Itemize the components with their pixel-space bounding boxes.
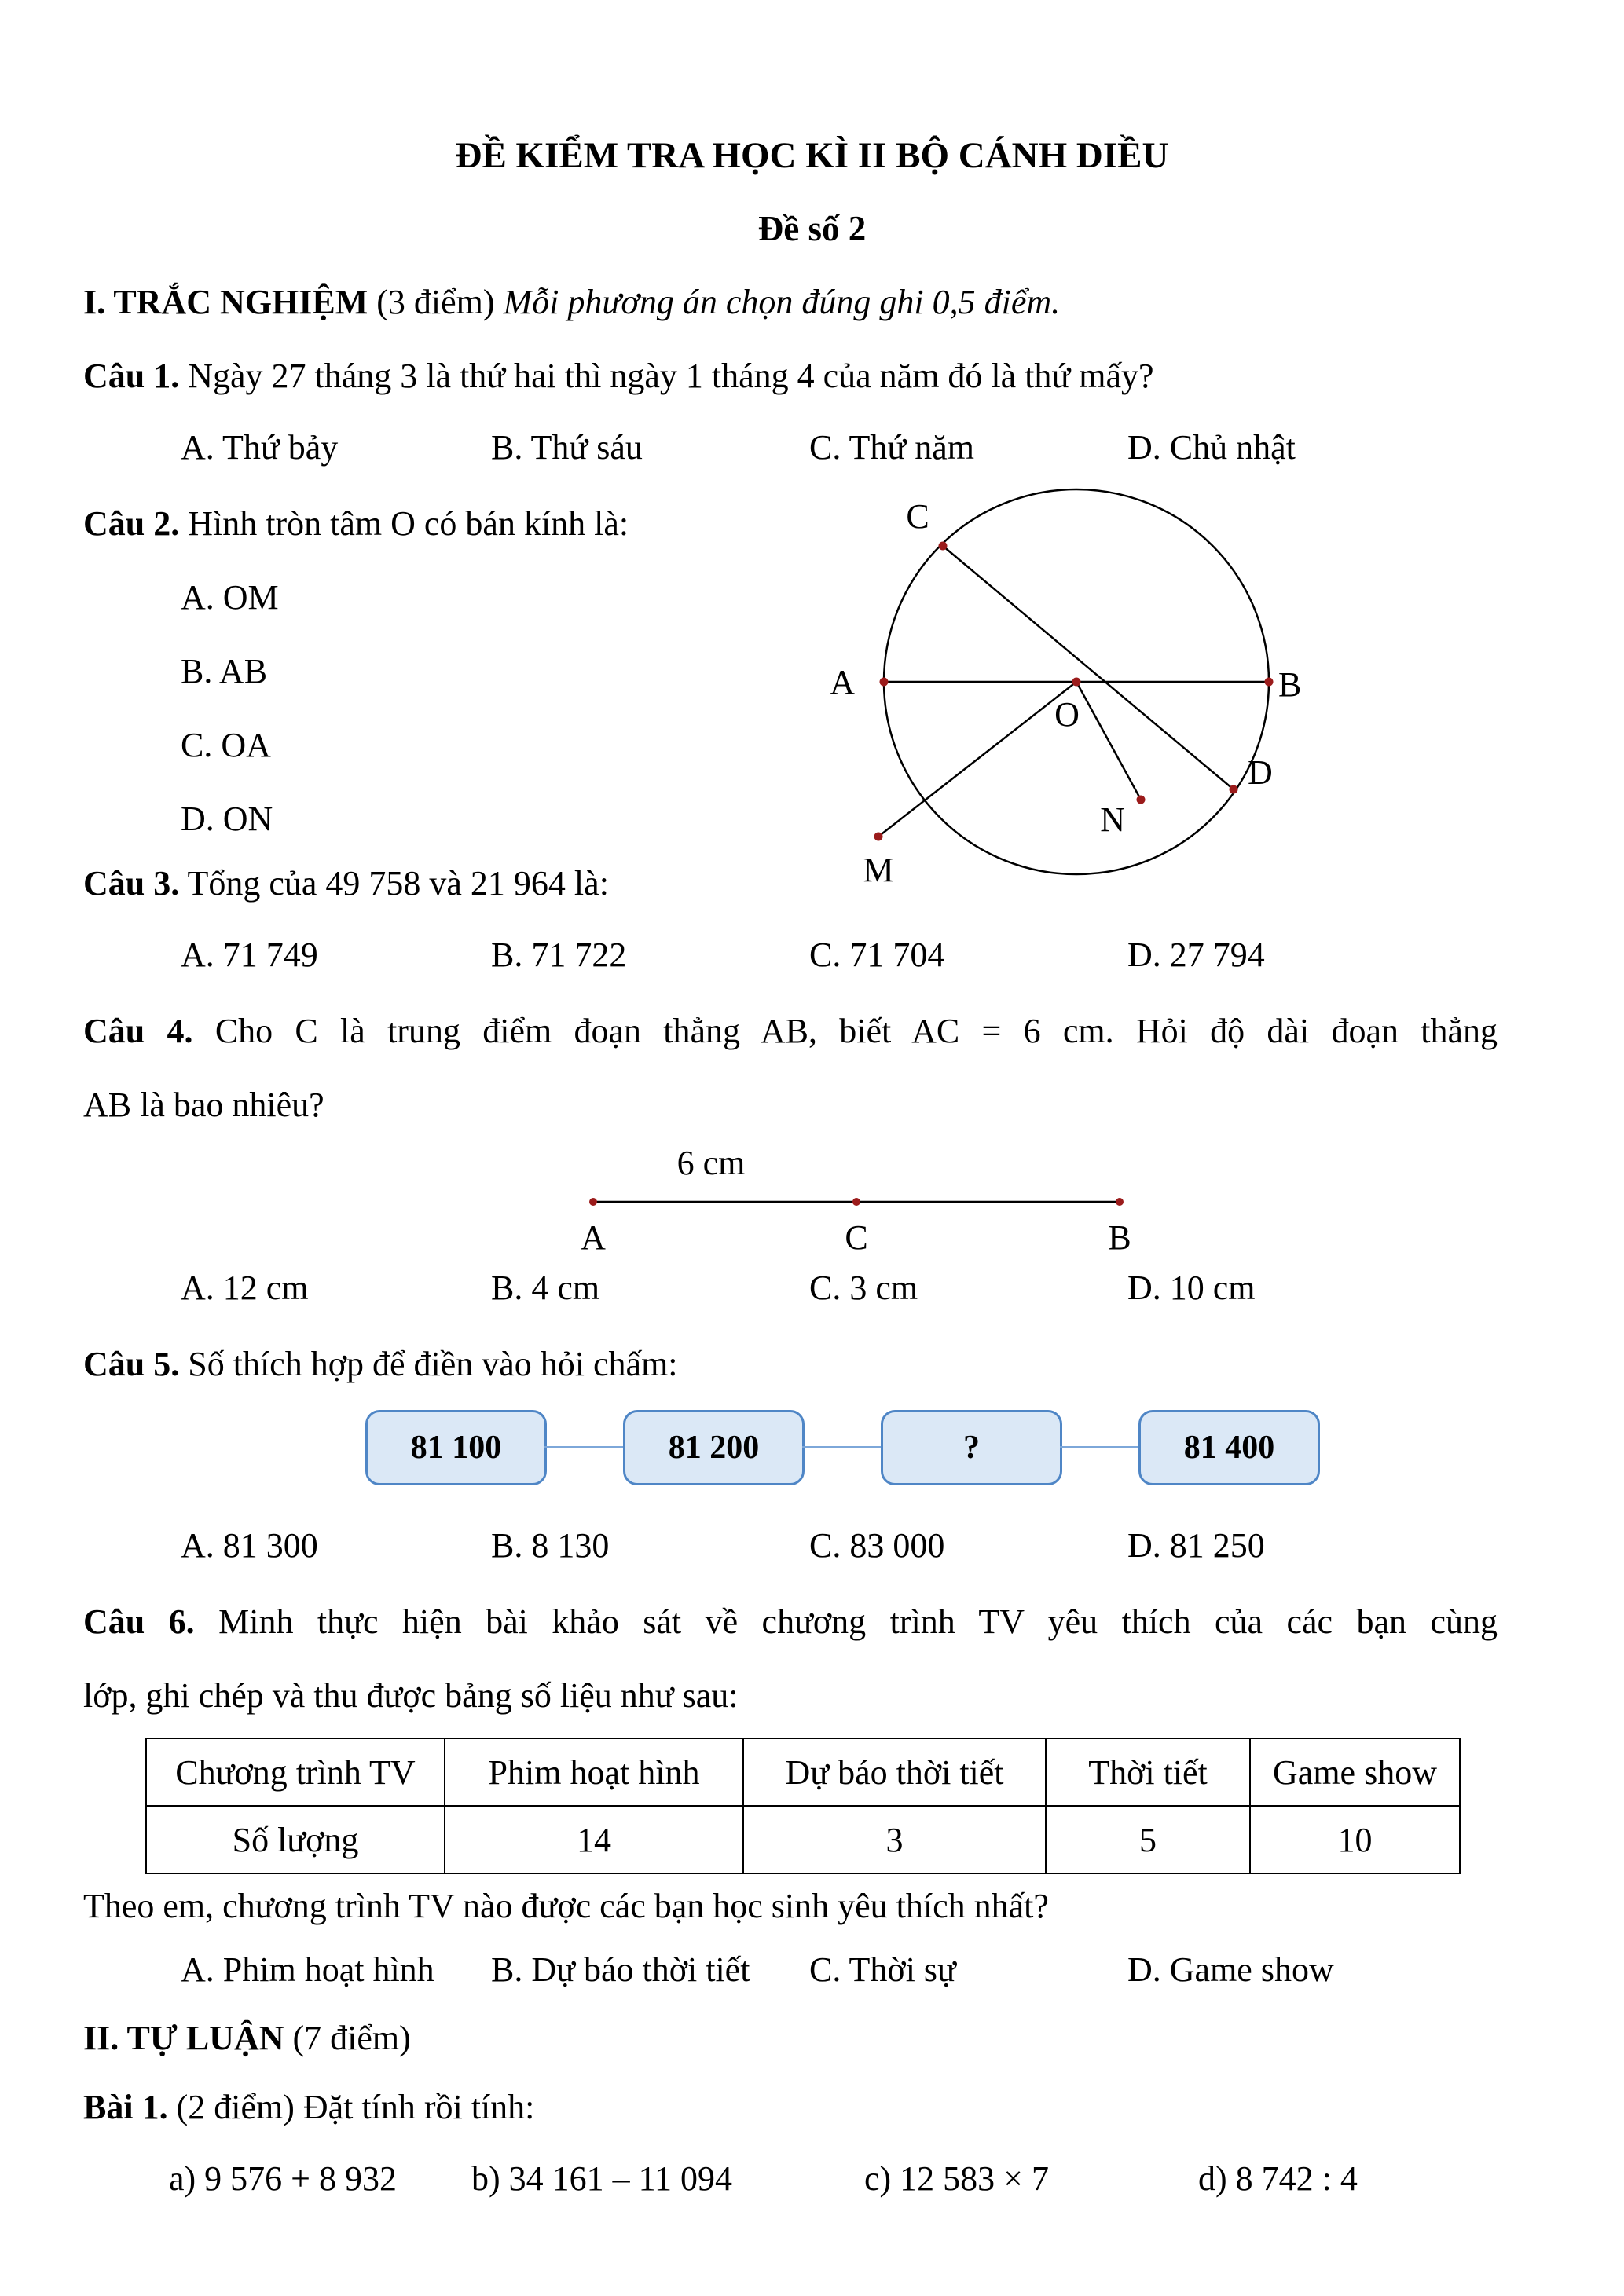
point-label-b: B bbox=[1278, 665, 1302, 704]
survey-cell-weather: 5 bbox=[1046, 1806, 1250, 1873]
q4-option-c: C. 3 cm bbox=[809, 1269, 918, 1307]
q1-option-b: B. Thứ sáu bbox=[491, 428, 643, 467]
exercise-1-items bbox=[0, 2159, 1624, 2207]
section-2-points: (7 điểm) bbox=[292, 2019, 411, 2057]
question-2 bbox=[83, 501, 629, 546]
question-3-options bbox=[0, 935, 1624, 983]
sequence-connector-1 bbox=[544, 1446, 623, 1448]
survey-header-program: Chương trình TV bbox=[146, 1738, 445, 1806]
section-1-heading-line bbox=[83, 280, 1060, 324]
sequence-box-3: ? bbox=[881, 1410, 1062, 1485]
question-6-followup: Theo em, chương trình TV nào được các bạn học sinh yêu thích nhất? bbox=[83, 1887, 1049, 1925]
exercise-1-label: Bài 1. bbox=[83, 2088, 168, 2126]
question-4-text1: Cho C là trung điểm đoạn thẳng AB, biết AC = 6 cm. Hỏi độ dài đoạn thẳng bbox=[214, 1012, 1498, 1050]
question-2-text: Hình tròn tâm O có bán kính là: bbox=[188, 504, 629, 543]
question-1-text: Ngày 27 tháng 3 là thứ hai thì ngày 1 tháng 4 của năm đó là thứ mấy? bbox=[188, 357, 1154, 395]
survey-table-data-row bbox=[146, 1806, 1460, 1873]
point-label-d: D bbox=[1248, 753, 1273, 792]
survey-table-header-row bbox=[146, 1738, 1460, 1806]
q6-option-d: D. Game show bbox=[1127, 1950, 1334, 1989]
survey-header-cartoon: Phim hoạt hình bbox=[445, 1738, 743, 1806]
question-4-line1 bbox=[83, 1009, 1498, 1053]
question-3-text: Tổng của 49 758 và 21 964 là: bbox=[187, 864, 609, 903]
q2-option-a: A. OM bbox=[181, 578, 279, 617]
q3-option-d: D. 27 794 bbox=[1127, 936, 1265, 974]
survey-table bbox=[145, 1738, 1461, 1874]
q3-option-c: C. 71 704 bbox=[809, 936, 945, 974]
sequence-connector-2 bbox=[802, 1446, 881, 1448]
segment-point-b-dot bbox=[1116, 1198, 1124, 1206]
question-4-options bbox=[0, 1268, 1624, 1316]
q4-option-d: D. 10 cm bbox=[1127, 1269, 1256, 1307]
point-label-n: N bbox=[1100, 800, 1125, 839]
sequence-box-2: 81 200 bbox=[623, 1410, 805, 1485]
q1-option-c: C. Thứ năm bbox=[809, 428, 975, 467]
point-n-dot bbox=[1137, 796, 1146, 804]
segment-om bbox=[878, 682, 1076, 837]
point-a-dot bbox=[880, 678, 889, 687]
segment-label-c: C bbox=[845, 1218, 868, 1257]
question-5-options bbox=[0, 1525, 1624, 1574]
question-1 bbox=[83, 353, 1154, 398]
question-4-label: Câu 4. bbox=[83, 1012, 193, 1050]
question-2-label: Câu 2. bbox=[83, 504, 180, 543]
section-1-points: (3 điểm) bbox=[376, 283, 495, 321]
q2-option-d: D. ON bbox=[181, 800, 273, 838]
point-label-c: C bbox=[906, 497, 929, 536]
segment-point-a-dot bbox=[589, 1198, 597, 1206]
segment-label-a: A bbox=[581, 1218, 606, 1257]
segment-point-c-dot bbox=[852, 1198, 860, 1206]
exercise-1-item-d: d) 8 742 : 4 bbox=[1198, 2159, 1358, 2198]
section-2-heading: II. TỰ LUẬN bbox=[83, 2019, 284, 2057]
exercise-1 bbox=[83, 2085, 534, 2129]
survey-cell-label: Số lượng bbox=[146, 1806, 445, 1873]
point-c-dot bbox=[939, 542, 948, 551]
q1-option-d: D. Chủ nhật bbox=[1127, 428, 1296, 467]
point-b-dot bbox=[1265, 678, 1274, 687]
exam-subtitle: Đề số 2 bbox=[757, 209, 867, 248]
exercise-1-text: (2 điểm) Đặt tính rồi tính: bbox=[176, 2088, 535, 2126]
segment-on bbox=[1076, 682, 1141, 800]
question-6-text1: Minh thực hiện bài khảo sát về chương trình TV yêu thích của các bạn cùng bbox=[218, 1602, 1498, 1641]
q5-option-a: A. 81 300 bbox=[181, 1526, 318, 1565]
q5-option-c: C. 83 000 bbox=[809, 1526, 945, 1565]
sequence-box-1: 81 100 bbox=[365, 1410, 547, 1485]
question-5-label: Câu 5. bbox=[83, 1345, 180, 1383]
question-3-label: Câu 3. bbox=[83, 864, 180, 903]
question-6-label: Câu 6. bbox=[83, 1602, 195, 1641]
question-6-line1 bbox=[83, 1599, 1498, 1644]
question-5 bbox=[83, 1342, 678, 1386]
question-1-options bbox=[0, 427, 1624, 476]
point-label-m: M bbox=[863, 851, 894, 889]
point-label-a: A bbox=[830, 663, 855, 701]
q5-option-d: D. 81 250 bbox=[1127, 1526, 1265, 1565]
survey-cell-gameshow: 10 bbox=[1250, 1806, 1460, 1873]
section-1-heading: I. TRẮC NGHIỆM bbox=[83, 283, 368, 321]
sequence-box-4: 81 400 bbox=[1138, 1410, 1320, 1485]
q3-option-a: A. 71 749 bbox=[181, 936, 318, 974]
exercise-1-item-c: c) 12 583 × 7 bbox=[864, 2159, 1049, 2198]
sequence-connector-3 bbox=[1060, 1446, 1138, 1448]
q6-option-a: A. Phim hoạt hình bbox=[181, 1950, 434, 1989]
q2-option-b: B. AB bbox=[181, 652, 268, 690]
q1-option-a: A. Thứ bảy bbox=[181, 428, 339, 467]
point-d-dot bbox=[1230, 785, 1238, 794]
section-2-heading-line bbox=[83, 2016, 411, 2060]
question-6-line2: lớp, ghi chép và thu được bảng số liệu như sau: bbox=[83, 1676, 739, 1715]
q3-option-b: B. 71 722 bbox=[491, 936, 627, 974]
exam-title: ĐỀ KIỂM TRA HỌC KÌ II BỘ CÁNH DIỀU bbox=[455, 135, 1169, 176]
point-m-dot bbox=[874, 833, 883, 841]
q6-option-b: B. Dự báo thời tiết bbox=[491, 1950, 750, 1989]
point-label-o: O bbox=[1054, 695, 1080, 734]
question-6-options bbox=[0, 1950, 1624, 1998]
survey-header-weather: Thời tiết bbox=[1046, 1738, 1250, 1806]
circle-diagram bbox=[817, 479, 1328, 903]
question-3 bbox=[83, 861, 609, 906]
number-sequence bbox=[0, 1410, 1624, 1489]
survey-cell-forecast: 3 bbox=[743, 1806, 1046, 1873]
question-4-line2: AB là bao nhiêu? bbox=[83, 1086, 324, 1124]
survey-header-forecast: Dự báo thời tiết bbox=[743, 1738, 1046, 1806]
question-5-text: Số thích hợp để điền vào hỏi chấm: bbox=[188, 1345, 678, 1383]
segment-diagram bbox=[542, 1131, 1186, 1269]
exercise-1-item-b: b) 34 161 – 11 094 bbox=[471, 2159, 733, 2198]
q4-option-a: A. 12 cm bbox=[181, 1269, 309, 1307]
q5-option-b: B. 8 130 bbox=[491, 1526, 610, 1565]
section-1-note: Mỗi phương án chọn đúng ghi 0,5 điểm. bbox=[503, 283, 1061, 321]
q4-option-b: B. 4 cm bbox=[491, 1269, 600, 1307]
survey-cell-cartoon: 14 bbox=[445, 1806, 743, 1873]
exercise-1-item-a: a) 9 576 + 8 932 bbox=[169, 2159, 397, 2198]
question-1-label: Câu 1. bbox=[83, 357, 180, 395]
point-o-dot bbox=[1072, 678, 1081, 687]
survey-header-gameshow: Game show bbox=[1250, 1738, 1460, 1806]
segment-label-b: B bbox=[1108, 1218, 1131, 1257]
q2-option-c: C. OA bbox=[181, 726, 271, 764]
segment-length-label: 6 cm bbox=[676, 1144, 746, 1182]
q6-option-c: C. Thời sự bbox=[809, 1950, 956, 1989]
